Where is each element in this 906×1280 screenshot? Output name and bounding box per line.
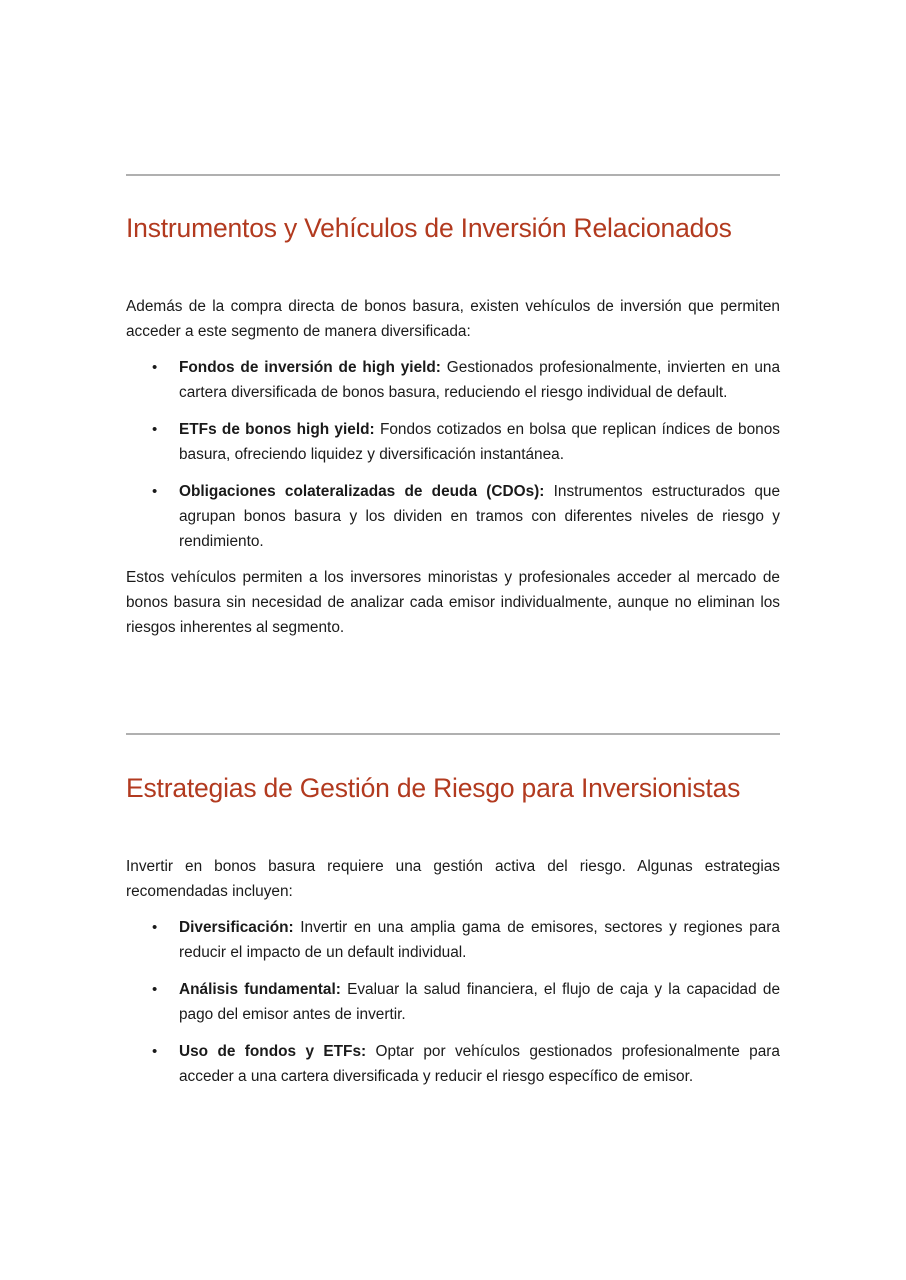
section-intro-paragraph: Además de la compra directa de bonos basura, existen vehículos de inversión que permiten acceder a este segmento de manera diversificada:: [126, 298, 780, 340]
bullet-list: [126, 355, 780, 554]
list-item: [126, 417, 780, 467]
list-item: [126, 355, 780, 405]
list-item-term: Fondos de inversión de high yield:: [179, 359, 441, 376]
list-item-term: Análisis fundamental:: [179, 981, 341, 998]
bullet-list: [126, 915, 780, 1089]
list-item: [126, 915, 780, 965]
bullet-icon: •: [152, 359, 158, 376]
list-item-term: ETFs de bonos high yield:: [179, 421, 375, 438]
bullet-icon: •: [152, 483, 158, 500]
list-item-term: Diversificación:: [179, 919, 294, 936]
list-item: [126, 1039, 780, 1089]
bullet-icon: •: [152, 421, 158, 438]
list-item-text: Gestionados profesionalmente, invierten en una cartera diversificada de bonos basura, reduciendo el riesgo individual de default.: [179, 359, 781, 401]
list-item-text: Optar por vehículos gestionados profesionalmente para acceder a una cartera diversificada y reducir el riesgo específico de emisor.: [179, 1043, 780, 1085]
list-item-text: Instrumentos estructurados que agrupan bonos basura y los dividen en tramos con diferentes niveles de riesgo y rendimiento.: [179, 483, 780, 550]
list-item-term: Obligaciones colateralizadas de deuda (CDOs):: [179, 483, 545, 500]
list-item: [126, 977, 780, 1027]
list-item-term: Uso de fondos y ETFs:: [179, 1043, 367, 1060]
section-divider: [126, 733, 780, 735]
section-risk-strategies: [126, 768, 780, 1101]
section-investment-vehicles: [126, 208, 780, 640]
bullet-icon: •: [152, 919, 158, 936]
list-item: [126, 479, 780, 554]
bullet-icon: •: [152, 1043, 158, 1060]
section-intro-paragraph: Invertir en bonos basura requiere una gestión activa del riesgo. Algunas estrategias recomendadas incluyen:: [126, 858, 780, 900]
section-divider: [126, 174, 780, 176]
section-heading: Instrumentos y Vehículos de Inversión Relacionados: [126, 213, 732, 243]
section-heading: Estrategias de Gestión de Riesgo para Inversionistas: [126, 773, 741, 803]
list-item-text: Evaluar la salud financiera, el flujo de caja y la capacidad de pago del emisor antes de invertir.: [179, 981, 780, 1023]
list-item-text: Fondos cotizados en bolsa que replican índices de bonos basura, ofreciendo liquidez y diversificación instantánea.: [179, 421, 780, 463]
list-item-text: Invertir en una amplia gama de emisores, sectores y regiones para reducir el impacto de un default individual.: [179, 919, 780, 961]
section-closing-paragraph: Estos vehículos permiten a los inversores minoristas y profesionales acceder al mercado de bonos basura sin necesidad de analizar cada emisor individualmente, aunque no eliminan los riesgos inherentes al segmento.: [126, 569, 780, 636]
bullet-icon: •: [152, 981, 158, 998]
